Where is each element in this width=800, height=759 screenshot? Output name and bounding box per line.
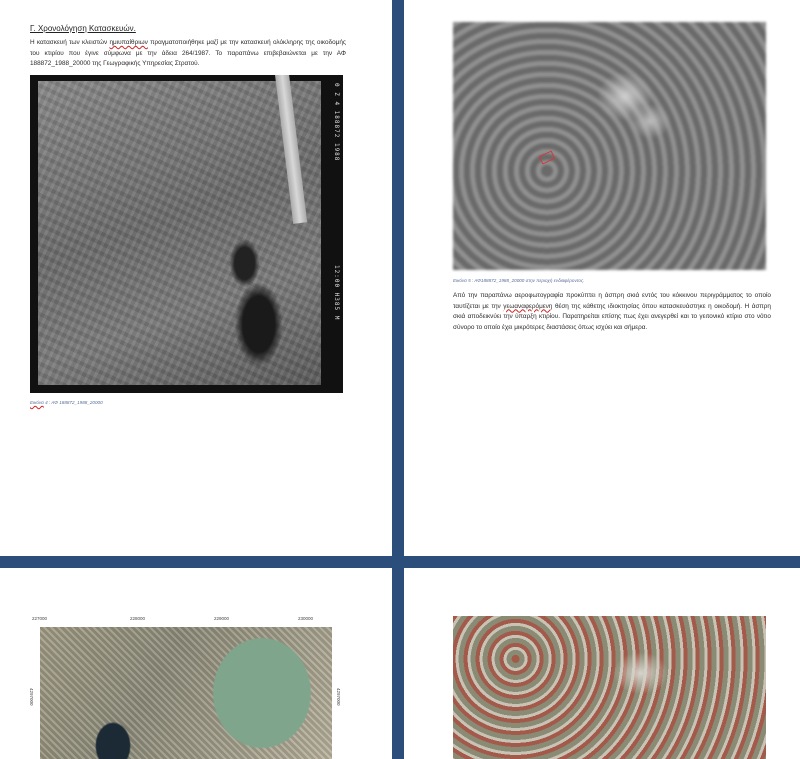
caption-squiggle: Εικόνα xyxy=(30,400,44,405)
misspelled-word: γεωαναφερόμενη xyxy=(503,302,553,310)
map-coordinate-side: 4297000 xyxy=(336,688,341,706)
document-page-2 xyxy=(404,0,800,556)
section-heading: Γ. Χρονολόγηση Κατασκευών. xyxy=(30,24,136,33)
film-strip-text: 0 Z 4 188872 1988 xyxy=(333,83,340,162)
document-page-3 xyxy=(0,568,392,759)
figure-caption: Εικόνα 5 : ΑΦ188872_1988_20000 στην περιοχή ενδιαφέροντος. xyxy=(453,278,585,283)
paragraph-text: Η κατασκευή των κλειστών xyxy=(30,39,110,46)
aerial-photo-zoomed xyxy=(453,22,766,270)
paragraph xyxy=(453,291,771,333)
map-coordinate-tick: 229000 xyxy=(214,616,230,621)
map-coordinate-side: 4297000 xyxy=(29,688,34,706)
map-coordinate-tick: 227000 xyxy=(32,616,48,621)
aerial-photo-image xyxy=(38,81,321,385)
map-coordinate-tick: 228000 xyxy=(130,616,146,621)
misspelled-word: ημιυπαίθριων xyxy=(109,39,148,46)
map-coordinate-tick: 230000 xyxy=(298,616,314,621)
paragraph-text: Από την παραπάνω αεροφωτογραφία προκύπτει η άσπρη σκιά εντός του κόκκινου περιγράμματος το οποίο ταυτίζεται με την xyxy=(453,292,771,310)
caption-text: 4 : ΑΦ 188872_1988_20000 xyxy=(43,400,103,405)
paragraph-text: θέση της κάθετης ιδιοκτησίας όπου κατασκευάστηκε η οικοδομή. Η άσπρη σκιά αποδεικνύει την ύπαρξη κτιρίου. Παρατηρείται επίσης πως έχει ανεγερθεί και το γειτονικό κτίριο στο νότιο σύνορο το οποίο έχει μικρότερες διαστάσεις όπως ισχύει και σήμερα. xyxy=(453,302,771,331)
film-strip-text: 12:00 H385 M xyxy=(333,265,340,321)
paragraph xyxy=(30,38,346,70)
document-page-4 xyxy=(404,568,800,759)
document-page-1 xyxy=(0,0,392,556)
figure-caption xyxy=(30,400,103,405)
aerial-photo-1988 xyxy=(30,75,343,393)
paragraph-text: πραγματοποιήθηκε μαζί με την κατασκευή ολόκληρης της οικοδομής του κτιρίου που έγινε σύμφωνα με την άδεια 264/1987. Το παραπάνω επιβεβαιώνεται με την ΑΦ 188872_1988_20000 της Γεωγραφικής Υπηρεσίας Στρατού. xyxy=(30,39,346,67)
orthophoto-map xyxy=(40,627,332,759)
color-aerial-photo xyxy=(453,616,766,759)
